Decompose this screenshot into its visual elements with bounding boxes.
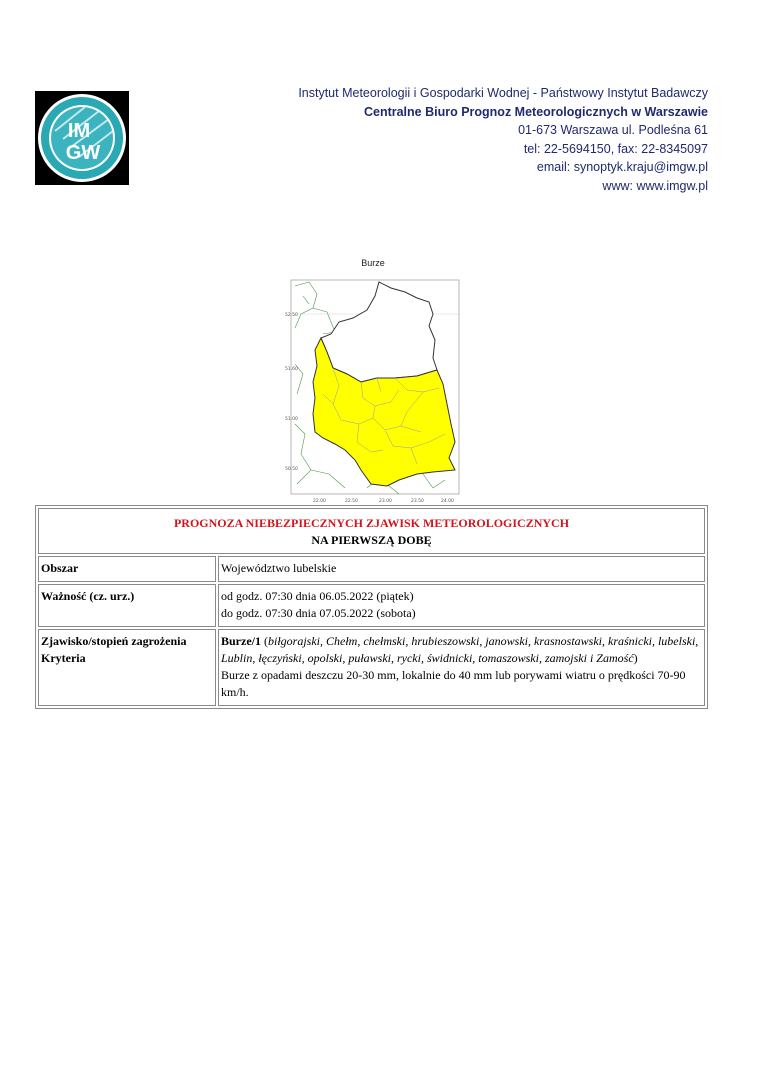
table-row	[38, 629, 705, 706]
x-tick-label: 23.50	[411, 499, 424, 504]
area-label: Obszar	[38, 556, 216, 582]
open-paren: (	[261, 634, 268, 648]
forecast-title-line1: PROGNOZA NIEBEZPIECZNYCH ZJAWISK METEOROLOGICZNYCH	[173, 516, 570, 530]
phenomenon-level: Burze/1	[221, 634, 261, 648]
validity-from: od godz. 07:30 dnia 06.05.2022 (piątek)	[221, 589, 414, 603]
institute-header	[298, 84, 708, 196]
validity-label: Ważność (cz. urz.)	[38, 584, 216, 627]
phone-fax: tel: 22-5694150, fax: 22-8345097	[523, 141, 708, 156]
validity-value	[218, 584, 705, 627]
imgw-logo	[35, 91, 129, 185]
warning-map	[283, 256, 463, 506]
y-tick-label: 52.50	[285, 313, 298, 318]
institute-name: Instytut Meteorologii i Gospodarki Wodnej - Państwowy Instytut Badawczy	[298, 86, 708, 100]
logo-text-top: IM	[67, 120, 91, 142]
forecast-title-line2: NA PIERWSZĄ DOBĘ	[311, 533, 432, 547]
forecast-title	[38, 508, 705, 554]
phenomenon-label: Zjawisko/stopień zagrożenia	[41, 634, 187, 648]
phenomenon-line	[221, 633, 702, 667]
website: www: www.imgw.pl	[602, 178, 708, 193]
district-list: biłgorajski, Chełm, chełmski, hrubieszowski, janowski, krasnostawski, kraśnicki, lubelski, Lublin, łęczyński, opolski, puławski, rycki, świdnicki, tomaszowski, zamojski i Zamość	[221, 634, 699, 665]
y-tick-label: 51.00	[285, 417, 298, 422]
table-row	[38, 556, 705, 582]
x-tick-label: 24.00	[441, 499, 454, 504]
phenomenon-value	[218, 629, 705, 706]
map-title: Burze	[361, 258, 385, 268]
bureau-name: Centralne Biuro Prognoz Meteorologicznych w Warszawie	[363, 104, 708, 119]
logo-text-bottom: GW	[65, 142, 101, 164]
x-tick-label: 22.00	[313, 499, 326, 504]
criteria-text: Burze z opadami deszczu 20-30 mm, lokalnie do 40 mm lub porywami wiatru o prędkości 70-90 km/h.	[221, 668, 686, 699]
y-tick-label: 51.60	[285, 367, 298, 372]
close-paren: )	[633, 651, 638, 665]
x-tick-label: 22.50	[345, 499, 358, 504]
table-row	[38, 508, 705, 554]
criteria-label: Kryteria	[41, 651, 86, 665]
x-tick-label: 23.00	[379, 499, 392, 504]
forecast-table	[35, 505, 708, 709]
map-canvas	[283, 274, 463, 506]
phenomenon-criteria-labels	[38, 629, 216, 706]
table-row	[38, 584, 705, 627]
validity-to: do godz. 07:30 dnia 07.05.2022 (sobota)	[221, 606, 416, 620]
area-value: Województwo lubelskie	[218, 556, 705, 582]
y-tick-label: 50.50	[285, 467, 298, 472]
address: 01-673 Warszawa ul. Podleśna 61	[518, 123, 708, 138]
email: email: synoptyk.kraju@imgw.pl	[536, 160, 708, 175]
